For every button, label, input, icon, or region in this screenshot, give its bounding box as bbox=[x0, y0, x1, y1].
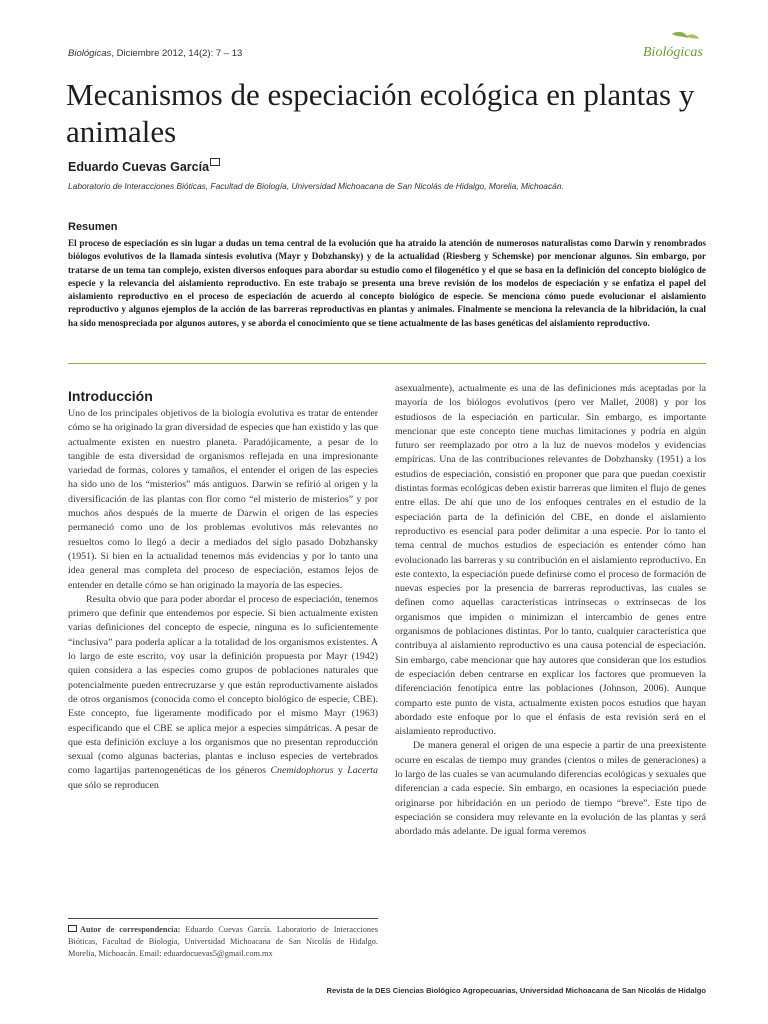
genus-name: Lacerta bbox=[347, 765, 378, 777]
abstract-text: El proceso de especiación es sin lugar a dudas un tema central de la evolución que ha atraido la atención de numerosos naturalistas como Darwin y renombrados biólogos evolutivos de la llamada síntesis evolutiva (Mayr y Dobzhansky) y de la actualidad (Riesberg y Schemske) por mencionar algunos. Sin embargo, por tratarse de un tema tan complejo, existen diversos enfoques para abordar su estudio como el filogenético y el que se basa en la definición del concepto biológico de especie y la relevancia del aislamiento reproductivo. En este trabajo se presenta una breve revisión de los modelos de especiación y se enfatiza el papel del aislamiento reproductivo en el proceso de especiación de acuerdo al concepto biológico de especie. Se menciona cómo puede evolucionar el aislamiento reproductivo y algunos ejemplos de la acción de las barreras reproductivas en plantas y animales. Finalmente se menciona la relevancia de la hibridación, la cual ha sido menospreciada por algunos autores, y se aborda el conocimiento que se tiene actualmente de las bases genéticas del aislamiento reproductivo. bbox=[68, 238, 706, 328]
genus-name: Cnemidophorus bbox=[270, 765, 334, 777]
journal-logo bbox=[642, 30, 704, 66]
envelope-icon bbox=[210, 158, 220, 166]
footnote-text: Eduardo Cuevas García. Laboratorio de Interacciones Bióticas, Facultad de Biología, Universidad Michoacana de San Nicolás de Hidalgo. Morelia, Michoacán. Email: eduardocuevas5@gmail.com.mx bbox=[68, 925, 378, 958]
paragraph-text: y bbox=[333, 765, 348, 777]
abstract-heading: Resumen bbox=[68, 221, 118, 233]
paragraph: De manera general el origen de una especie a partir de una preexistente ocurre en escalas de tiempo muy grandes (cientos o miles de generaciones) a lo largo de las cuales se van acumulando diferencias ecológicas y sexuales que diferencian a cada especie. Sin embargo, en ocasiones la especiación puede originarse por hibridación en un periodo de tiempo “breve”. Este tipo de especiación se considera muy relevante en la evolución de las plantas y será abordado más adelante. De igual forma veremos bbox=[395, 740, 706, 838]
journal-name: Biológicas bbox=[68, 48, 112, 59]
paragraph: asexualmente), actualmente es una de las definiciones más aceptadas por la mayoría de los biólogos evolutivos (pero ver Mallet, 2008) y por los estudiosos de la especiación en particular. Sin embargo, es importante mencionar que este concepto tiene muchas limitaciones y podría en algún futuro ser reemplazado por otro a la luz de nuevos modelos y evidencias empíricas. Una de las contribuciones relevantes de Dobzhansky (1951) a los estudios de especiación, consistió en proponer que para que puedan coexistir distintas formas ecológicas deben existir barreras que limiten el flujo de genes entre ellas. De ahí que uno de los enfoques centrales en el estudio de la especiación parta de la definición del CBE, en donde el aislamiento reproductivo es esencial para poder delimitar a una especie. Por lo tanto el tema central de muchos estudios de especiación es entender cómo han evolucionado las barreras y su contribución en el aislamiento reproductivo. En este contexto, la especiación puede definirse como el proceso de formación de nuevas especies por la presencia de barreras reproductivas, las cuales se definen como aquellas características intrínsecas o extrínsecas de los organismos que impiden o minimizan el intercambio de genes entre organismos de poblaciones distintas. Por lo tanto, cualquier característica que contribuya al aislamiento reproductivo es una causa potencial de especiación. Sin embargo, cabe mencionar que hay autores que consideran que los estudios de especiación deben centrarse en explicar los factores que promueven la diferenciación fenotípica entre las poblaciones (Johnson, 2006). Aunque comparto este punto de vista, actualmente existen pocos estudios que hayan abordado este enfoque por lo que el énfasis de esta revisión será en el aislamiento reproductivo. bbox=[395, 383, 706, 738]
author-line bbox=[68, 158, 220, 174]
paragraph-text: que sólo se reproducen bbox=[68, 779, 159, 791]
footnote-divider bbox=[68, 918, 378, 919]
paragraph bbox=[68, 593, 378, 793]
author-name: Eduardo Cuevas García bbox=[68, 160, 210, 175]
section-divider bbox=[68, 363, 706, 364]
author-affiliation: Laboratorio de Interacciones Bióticas, Facultad de Biología, Universidad Michoacana de San Nicolás de Hidalgo, Morelia, Michoacán. bbox=[68, 181, 564, 191]
intro-heading: Introducción bbox=[68, 388, 153, 404]
paragraph-text: Resulta obvio que para poder abordar el proceso de especiación, tenemos primero que definir que entendemos por especie. Si bien actualmente existen varias definiciones del concepto de especie, ninguna es lo suficientemente “inclusiva” para poderla aplicar a la totalidad de los organismos existentes. A lo largo de este escrito, voy usar la definición propuesta por Mayr (1942) quien considera a las especies como grupos de poblaciones naturales que potencialmente pueden entrecruzarse y que están reproductivamente aislados de otros organismos (conocida como el concepto biológico de especie, CBE). Este concepto, fue ligeramente modificado por el mismo Mayr (1963) especificando que el CBE se aplica mejor a especies simpátricas. A pesar de que esta definición excluye a los organismos que no presentan reproducción sexual (como algunas bacterias, plantas e incluso especies de vertebrados como lagartijas partenogenéticas de los géneros bbox=[68, 593, 378, 777]
correspondence-footnote bbox=[68, 924, 378, 960]
paragraph: Uno de los principales objetivos de la biología evolutiva es tratar de entender cómo se ha originado la gran diversidad de especies que han existido y las que actualmente existen en nuestro planeta. Paradójicamente, a pesar de lo tangible de esta diversidad de organismos reflejada en una impresionante variedad de formas, colores y tamaños, el entender el origen de las especies ha sido uno de los “misterios” más antiguos. Darwin se refirió al origen y la diversificación de las plantas con flor como “el misterio de misterios” y por muchos años después de la muerte de Darwin el origen de las especies permaneció como uno de los problemas evolutivos más relevantes no resueltos como lo llegó a decir a mediados del siglo pasado Dobzhansky (1951). Si bien en la actualidad tenemos más evidencias y por lo tanto una idea general mas completa del proceso de especiación, estamos lejos de entender en detalle cómo se han originado la mayoría de las especies. bbox=[68, 408, 378, 591]
page-footer: Revista de la DES Ciencias Biológico Agropecuarias, Universidad Michoacana de San Nicolás de Hidalgo bbox=[326, 986, 706, 995]
article-title: Mecanismos de especiación ecológica en plantas y animales bbox=[66, 77, 695, 149]
envelope-icon bbox=[68, 925, 77, 932]
footnote-label: Autor de correspondencia: bbox=[80, 925, 181, 934]
journal-issue: , Diciembre 2012, 14(2): 7 – 13 bbox=[111, 48, 243, 59]
right-column bbox=[395, 382, 706, 840]
logo-text: Biológicas bbox=[643, 45, 703, 60]
left-column bbox=[68, 388, 378, 793]
journal-citation bbox=[68, 48, 242, 59]
